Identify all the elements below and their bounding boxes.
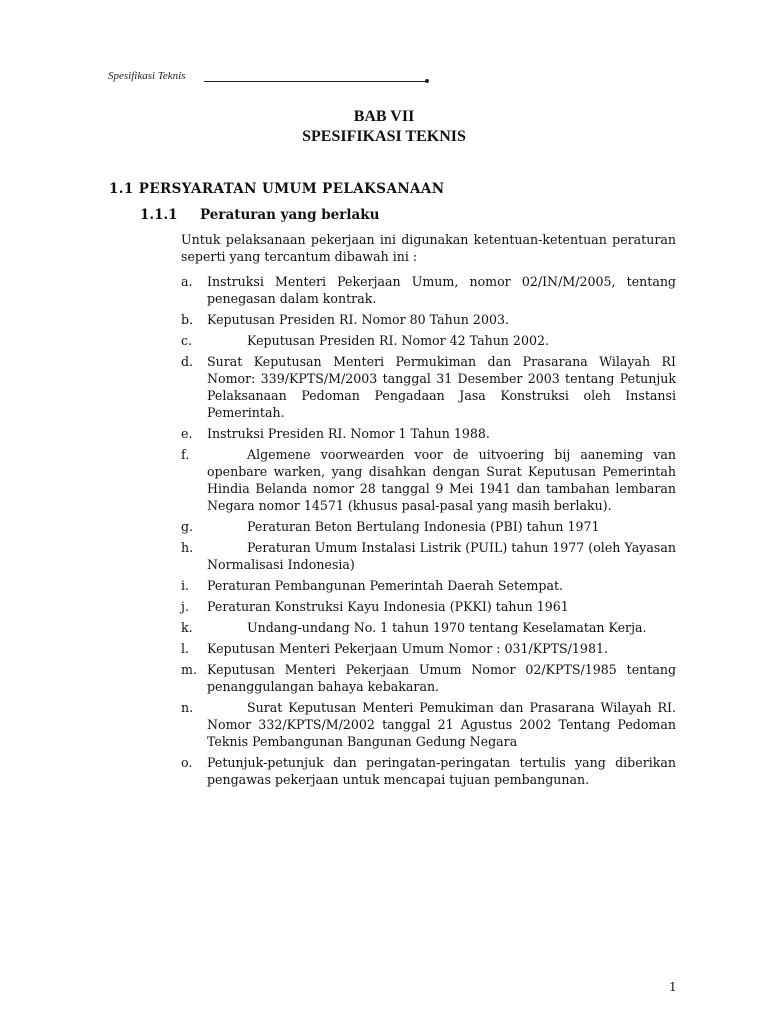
running-header [108, 70, 428, 84]
list-item-text: Peraturan Beton Bertulang Indonesia (PBI) tahun 1971 [247, 519, 600, 534]
intro-paragraph: Untuk pelaksanaan pekerjaan ini digunakan ketentuan-ketentuan peraturan seperti yang tercantum dibawah ini : [181, 232, 676, 264]
list-item-text: Peraturan Umum Instalasi Listrik (PUIL) tahun 1977 (oleh Yayasan Normalisasi Indonesia) [207, 540, 676, 572]
header-rule [204, 81, 426, 82]
list-item [181, 446, 676, 514]
list-item [181, 311, 676, 328]
list-item [181, 332, 676, 349]
section-heading: 1.1 PERSYARATAN UMUM PELAKSANAAN [109, 181, 445, 197]
list-item-text: Keputusan Menteri Pekerjaan Umum Nomor : 031/KPTS/1981. [207, 641, 608, 656]
list-item-letter: n. [181, 700, 194, 715]
page-number: 1 [669, 980, 677, 994]
list-item-text: Surat Keputusan Menteri Permukiman dan Prasarana Wilayah RI Nomor: 339/KPTS/M/2003 tanggal 31 Desember 2003 tentang Petunjuk Pelaksanaan Pedoman Pengadaan Jasa Konstruksi oleh Instansi Pemerintah. [207, 354, 676, 420]
list-item [181, 539, 676, 573]
list-item [181, 577, 676, 594]
list-item [181, 353, 676, 421]
chapter-title: SPESIFIKASI TEKNIS [302, 128, 466, 145]
list-item-letter: l. [181, 641, 190, 656]
list-item-letter: m. [181, 662, 197, 677]
list-item [181, 518, 676, 535]
list-item-letter: d. [181, 354, 194, 369]
chapter-number: BAB VII [353, 108, 415, 125]
list-item-text: Instruksi Menteri Pekerjaan Umum, nomor 02/IN/M/2005, tentang penegasan dalam kontrak. [207, 274, 676, 306]
list-item-letter: o. [181, 755, 193, 770]
list-item-text: Keputusan Presiden RI. Nomor 80 Tahun 2003. [207, 312, 509, 327]
subsection-number: 1.1.1 [140, 207, 178, 223]
list-item [181, 661, 676, 695]
list-item-text: Peraturan Konstruksi Kayu Indonesia (PKKI) tahun 1961 [207, 599, 569, 614]
list-item-letter: b. [181, 312, 194, 327]
list-item [181, 273, 676, 307]
list-item-text: Algemene voorwearden voor de uitvoering bij aaneming van openbare warken, yang disahkan dengan Surat Keputusan Pemerintah Hindia Belanda nomor 28 tanggal 9 Mei 1941 dan tambahan lembaran Negara nomor 14571 (khusus pasal-pasal yang masih berlaku). [207, 447, 676, 513]
list-item-text: Instruksi Presiden RI. Nomor 1 Tahun 1988. [207, 426, 490, 441]
list-item [181, 619, 676, 636]
regulation-list [181, 273, 676, 792]
header-rule-dot [425, 79, 429, 83]
list-item-letter: k. [181, 620, 193, 635]
subsection-heading: Peraturan yang berlaku [200, 207, 380, 223]
list-item-text: Peraturan Pembangunan Pemerintah Daerah Setempat. [207, 578, 564, 593]
list-item-letter: i. [181, 578, 190, 593]
list-item-letter: f. [181, 447, 190, 462]
list-item [181, 754, 676, 788]
list-item-text: Surat Keputusan Menteri Pemukiman dan Prasarana Wilayah RI. Nomor 332/KPTS/M/2002 tanggal 21 Agustus 2002 Tentang Pedoman Teknis Pembangunan Bangunan Gedung Negara [207, 700, 676, 749]
list-item [181, 640, 676, 657]
list-item-text: Petunjuk-petunjuk dan peringatan-peringatan tertulis yang diberikan pengawas pekerjaan untuk mencapai tujuan pembangunan. [207, 755, 676, 787]
list-item-letter: a. [181, 274, 193, 289]
list-item-letter: g. [181, 519, 194, 534]
list-item-letter: c. [181, 333, 193, 348]
list-item [181, 425, 676, 442]
list-item [181, 598, 676, 615]
list-item-text: Undang-undang No. 1 tahun 1970 tentang Keselamatan Kerja. [247, 620, 647, 635]
list-item-letter: j. [181, 599, 189, 614]
list-item-text: Keputusan Presiden RI. Nomor 42 Tahun 2002. [247, 333, 549, 348]
running-header-title: Spesifikasi Teknis [108, 70, 186, 82]
list-item-letter: h. [181, 540, 194, 555]
list-item-letter: e. [181, 426, 193, 441]
list-item [181, 699, 676, 750]
list-item-text: Keputusan Menteri Pekerjaan Umum Nomor 02/KPTS/1985 tentang penanggulangan bahaya kebakaran. [207, 662, 676, 694]
